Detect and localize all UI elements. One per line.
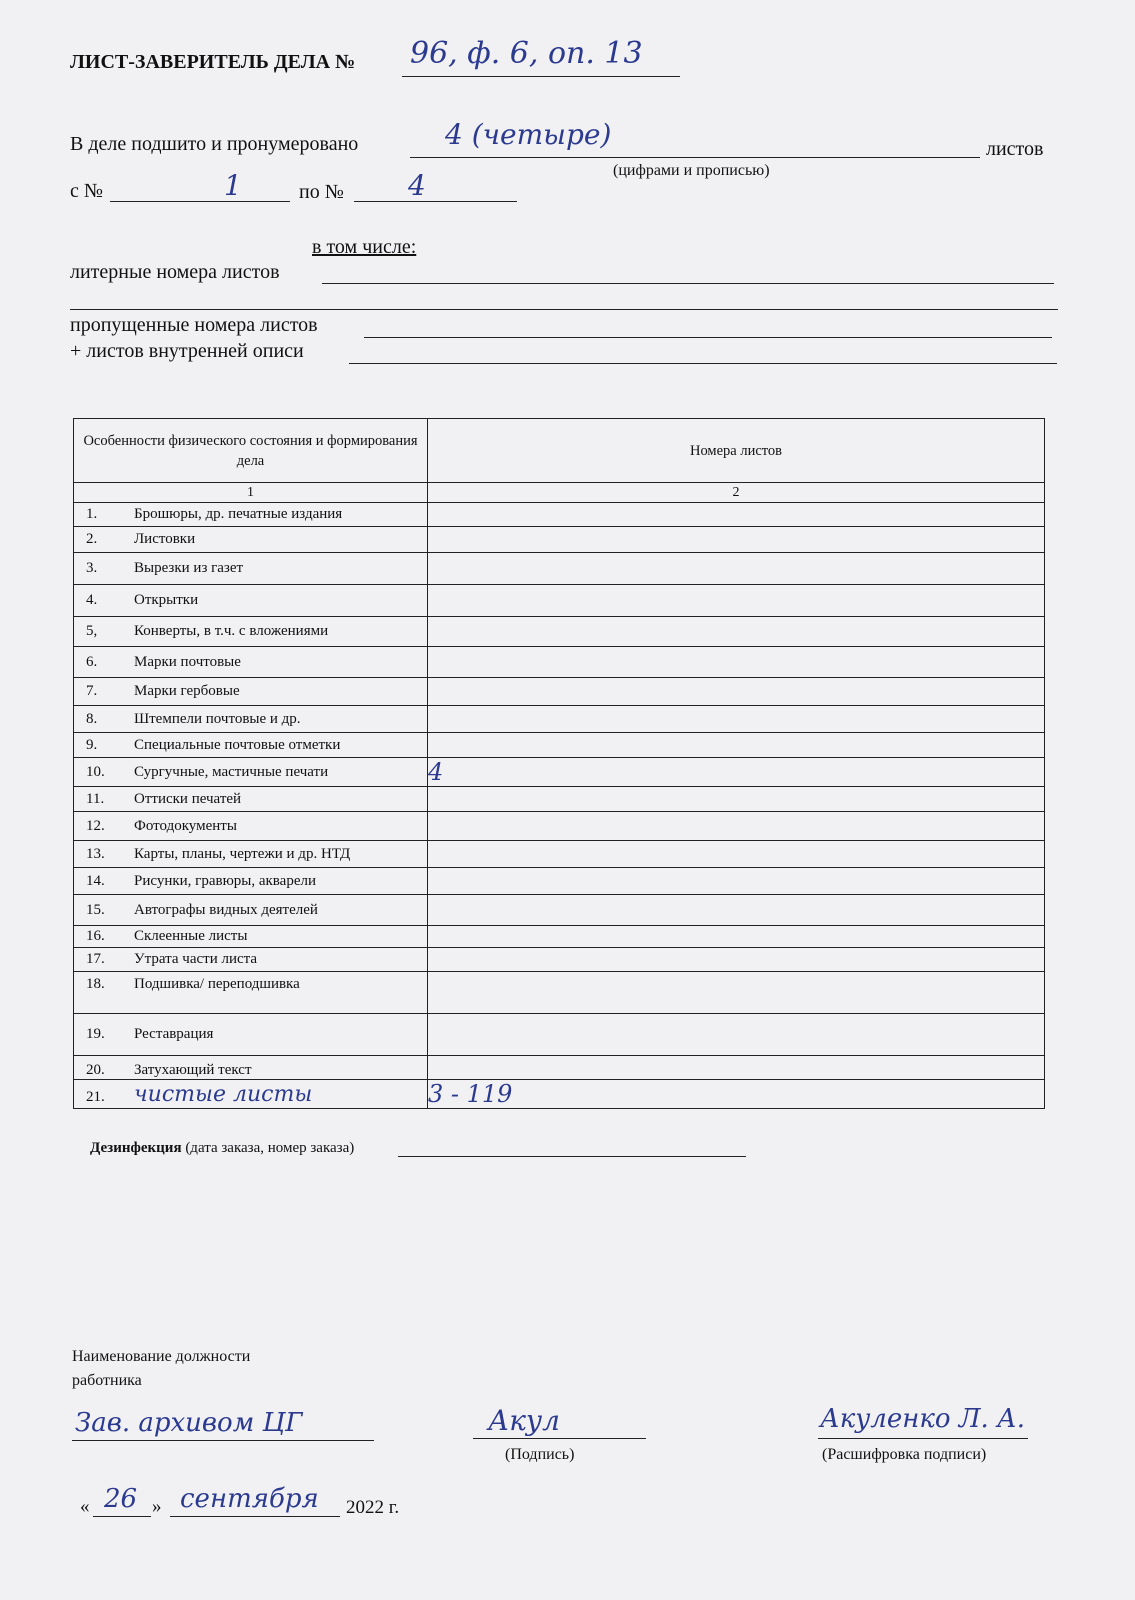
page-title: ЛИСТ-ЗАВЕРИТЕЛЬ ДЕЛА № (70, 51, 356, 73)
date-day-line (93, 1516, 151, 1517)
row-label: Рисунки, гравюры, акварели (134, 872, 317, 889)
lettered-line[interactable] (322, 283, 1054, 284)
row-value[interactable] (428, 812, 1045, 841)
row-value[interactable] (428, 1056, 1045, 1080)
table-row (74, 895, 1045, 926)
col1-number: 1 (74, 483, 428, 503)
row-value[interactable] (428, 585, 1045, 617)
from-value[interactable]: 1 (224, 169, 242, 202)
row-value[interactable]: 3 - 119 (428, 1080, 1045, 1109)
row-label: Штемпели почтовые и др. (134, 710, 301, 727)
condition-table (73, 418, 1045, 1109)
col1-header: Особенности физического состояния и формирования дела (74, 419, 428, 483)
row-number: 6. (86, 653, 98, 670)
row-number: 8. (86, 710, 98, 727)
row-number: 19. (86, 1026, 105, 1042)
row-label: Листовки (134, 531, 196, 547)
lettered-line-2[interactable] (70, 309, 1058, 310)
decoding-line (818, 1438, 1028, 1439)
date-close-quote: » (152, 1496, 162, 1517)
lettered-label: литерные номера листов (70, 261, 280, 283)
row-number: 1. (86, 506, 98, 522)
date-year: 2022 г. (346, 1497, 400, 1518)
row-number: 13. (86, 845, 105, 862)
row-value[interactable] (428, 617, 1045, 647)
row-label: Брошюры, др. печатные издания (134, 506, 343, 522)
position-line (72, 1440, 374, 1441)
row-label: Вырезки из газет (134, 560, 244, 576)
table-row (74, 972, 1045, 1014)
row-value[interactable] (428, 895, 1045, 926)
row-number: 11. (86, 790, 105, 807)
row-value[interactable] (428, 1014, 1045, 1056)
position-label-1: Наименование должности (72, 1348, 251, 1365)
including-heading: в том числе: (312, 236, 417, 258)
row-label: Оттиски печатей (134, 790, 242, 807)
row-number: 4. (86, 592, 98, 608)
inner-inventory-label: + листов внутренней описи (70, 340, 304, 362)
row-label[interactable]: чистые листы (134, 1081, 313, 1107)
to-value[interactable]: 4 (408, 169, 426, 202)
table-row (74, 868, 1045, 895)
sheets-line (410, 157, 980, 158)
case-number-line (402, 76, 680, 77)
disinfection-label (90, 1140, 354, 1157)
row-label: Реставрация (134, 1026, 214, 1042)
row-number: 7. (86, 683, 98, 699)
table-row (74, 553, 1045, 585)
date-open-quote: « (80, 1496, 90, 1517)
row-number: 3. (86, 560, 98, 576)
table-row (74, 733, 1045, 758)
row-number: 10. (86, 763, 105, 780)
row-number: 17. (86, 951, 105, 967)
table-row (74, 758, 1045, 787)
table-row (74, 503, 1045, 527)
row-label: Фотодокументы (134, 817, 237, 834)
case-number-value[interactable]: 96, ф. 6, оп. 13 (410, 36, 643, 71)
row-label: Утрата части листа (134, 951, 258, 967)
signature-value[interactable]: Акул (488, 1404, 560, 1437)
row-label: Автографы видных деятелей (134, 901, 318, 918)
decoding-caption: (Расшифровка подписи) (822, 1446, 987, 1463)
row-label: Подшивка/ переподшивка (134, 976, 300, 992)
row-label: Марки почтовые (134, 653, 241, 670)
row-value[interactable] (428, 841, 1045, 868)
signature-line (473, 1438, 646, 1439)
row-value[interactable] (428, 948, 1045, 972)
sheets-label: В деле подшито и пронумеровано (70, 133, 359, 155)
row-value[interactable] (428, 972, 1045, 1014)
table-row (74, 706, 1045, 733)
row-number: 15. (86, 901, 105, 918)
row-label: Конверты, в т.ч. с вложениями (134, 623, 329, 639)
to-line (354, 201, 517, 202)
table-row (74, 1056, 1045, 1080)
col2-header: Номера листов (428, 419, 1045, 483)
row-label: Марки гербовые (134, 683, 240, 699)
row-value[interactable] (428, 553, 1045, 585)
table-row (74, 841, 1045, 868)
row-value[interactable] (428, 733, 1045, 758)
table-row (74, 1014, 1045, 1056)
table-row (74, 678, 1045, 706)
date-day[interactable]: 26 (104, 1484, 138, 1514)
row-number: 20. (86, 1062, 105, 1078)
col2-number: 2 (428, 483, 1045, 503)
row-value[interactable] (428, 678, 1045, 706)
row-value[interactable] (428, 527, 1045, 553)
from-label: с № (70, 180, 103, 202)
decoding-value[interactable]: Акуленко Л. А. (820, 1404, 1025, 1434)
row-value[interactable] (428, 787, 1045, 812)
table-row (74, 948, 1045, 972)
to-label: по № (299, 181, 344, 203)
row-number: 2. (86, 531, 98, 547)
table-row (74, 617, 1045, 647)
row-value[interactable]: 4 (428, 758, 1045, 787)
row-number: 5, (86, 623, 98, 639)
table-row (74, 812, 1045, 841)
row-label: Склеенные листы (134, 928, 248, 944)
row-value[interactable] (428, 926, 1045, 948)
row-number: 14. (86, 872, 105, 889)
row-label: Открытки (134, 592, 199, 608)
date-month[interactable]: сентября (180, 1484, 319, 1514)
row-label: Карты, планы, чертежи и др. НТД (134, 845, 351, 862)
row-label: Затухающий текст (134, 1062, 252, 1078)
row-number: 21. (86, 1088, 105, 1105)
row-number: 12. (86, 817, 105, 834)
table-row (74, 527, 1045, 553)
row-label: Сургучные, мастичные печати (134, 763, 329, 780)
disinfection-bold: Дезинфекция (90, 1140, 182, 1156)
table-row (74, 787, 1045, 812)
position-label-2: работника (72, 1372, 142, 1389)
table-row (74, 585, 1045, 617)
date-month-line (170, 1516, 340, 1517)
row-number: 9. (86, 736, 98, 753)
row-value[interactable] (428, 706, 1045, 733)
row-value[interactable] (428, 647, 1045, 678)
table-row (74, 926, 1045, 948)
position-value[interactable]: Зав. архивом ЦГ (75, 1408, 303, 1438)
sheets-unit: листов (986, 138, 1044, 160)
row-label: Специальные почтовые отметки (134, 736, 341, 753)
sheets-value[interactable]: 4 (четыре) (445, 118, 612, 151)
signature-caption: (Подпись) (505, 1446, 575, 1463)
row-value[interactable] (428, 868, 1045, 895)
missing-line[interactable] (364, 337, 1052, 338)
row-number: 18. (86, 976, 105, 992)
inner-inventory-line[interactable] (349, 363, 1057, 364)
sheets-hint: (цифрами и прописью) (613, 162, 770, 179)
row-number: 16. (86, 928, 105, 944)
table-row (74, 647, 1045, 678)
disinfection-rest: (дата заказа, номер заказа) (185, 1140, 355, 1156)
table-row (74, 1080, 1045, 1109)
missing-label: пропущенные номера листов (70, 314, 318, 336)
disinfection-line[interactable] (398, 1156, 746, 1157)
from-line (110, 201, 290, 202)
row-value[interactable] (428, 503, 1045, 527)
